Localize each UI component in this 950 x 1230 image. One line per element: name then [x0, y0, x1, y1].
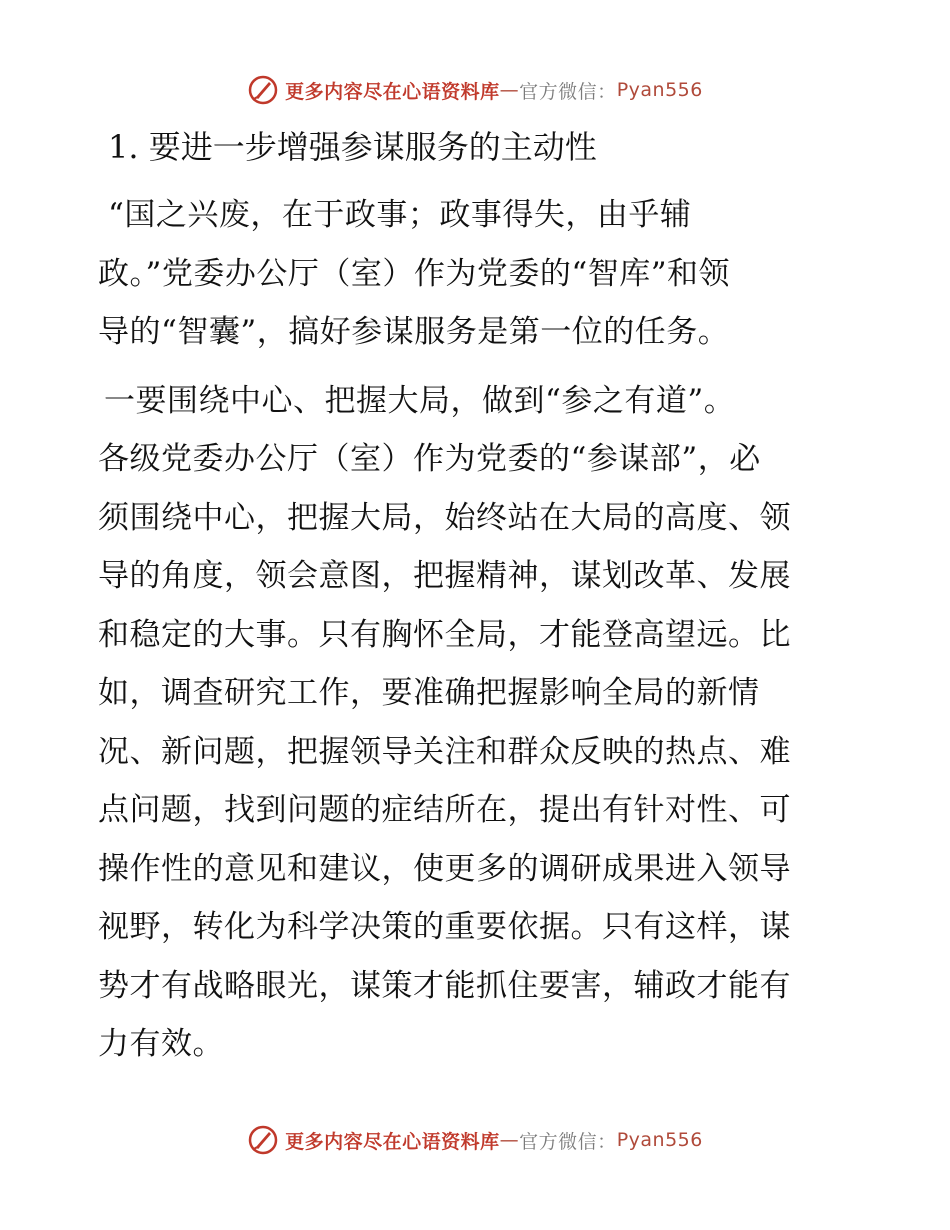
paragraph-line: 各级党委办公厅（室）作为党委的“参谋部”，必 — [98, 441, 761, 477]
paragraph-line: 势才有战略眼光，谋策才能抓住要害，辅政才能有 — [98, 967, 791, 1004]
paragraph-line: 导的“智囊”，搞好参谋服务是第一位的任务。 — [98, 314, 730, 350]
banner-main-text: 更多内容尽在心语资料库 — [285, 1130, 500, 1153]
paragraph-line: 政。”党委办公厅（室）作为党委的“智库”和领 — [98, 255, 731, 292]
banner-main-text: 更多内容尽在心语资料库 — [285, 80, 500, 103]
paragraph-line: 须围绕中心，把握大局，始终站在大局的高度、领 — [98, 499, 791, 536]
banner-wechat-id: Pyan556 — [616, 79, 703, 101]
paragraph-line: 力有效。 — [98, 1026, 224, 1062]
paragraph-2 — [98, 372, 858, 1074]
quill-logo-icon — [247, 74, 279, 106]
banner-wechat-id: Pyan556 — [616, 1129, 703, 1151]
footer-banner — [0, 1120, 950, 1160]
paragraph-1 — [98, 186, 858, 362]
paragraph-line: 如，调查研究工作，要准确把握影响全局的新情 — [98, 675, 760, 711]
header-banner — [0, 70, 950, 110]
banner-wechat-label: 官方微信： — [519, 80, 617, 103]
paragraph-line: 操作性的意见和建议，使更多的调研成果进入领导 — [98, 850, 791, 887]
paragraph-line: 和稳定的大事。只有胸怀全局，才能登高望远。比 — [98, 616, 791, 653]
paragraph-line: 况、新问题，把握领导关注和群众反映的热点、难 — [98, 733, 791, 770]
paragraph-line: 点问题，找到问题的症结所在，提出有针对性、可 — [98, 792, 791, 828]
banner-wechat-label: 官方微信： — [519, 1130, 617, 1153]
paragraph-line: 一要围绕中心、把握大局，做到“参之有道”。 — [104, 382, 736, 419]
paragraph-line: 导的角度，领会意图，把握精神，谋划改革、发展 — [98, 558, 791, 594]
section-heading: 1. 要进一步增强参谋服务的主动性 — [108, 128, 597, 166]
banner-separator: — — [499, 1129, 520, 1151]
document-body — [98, 118, 858, 1084]
paragraph-line: “国之兴废，在于政事；政事得失，由乎辅 — [108, 197, 692, 233]
paragraph-line: 视野，转化为科学决策的重要依据。只有这样，谋 — [98, 909, 791, 945]
banner-separator: — — [499, 79, 520, 101]
quill-logo-icon — [247, 1124, 279, 1156]
